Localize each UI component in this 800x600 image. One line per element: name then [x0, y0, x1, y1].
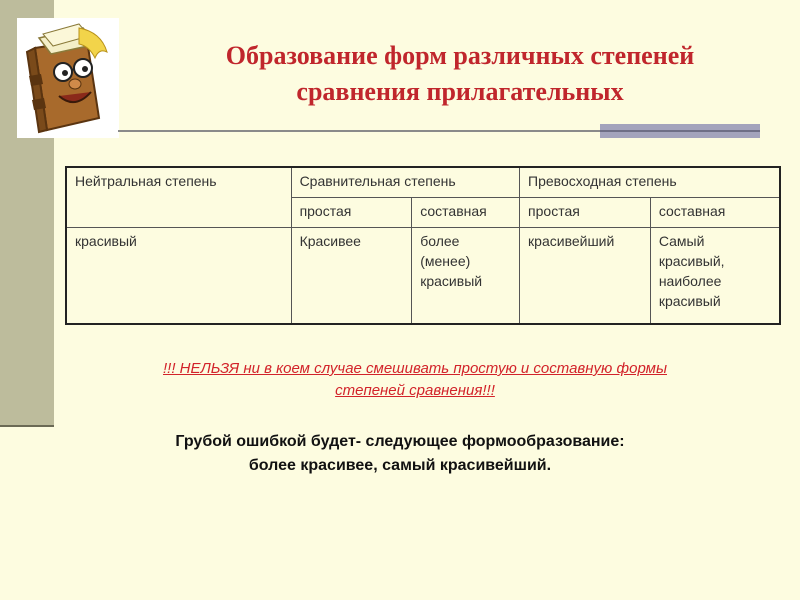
- degrees-table: [65, 166, 781, 325]
- book-character-icon: [17, 18, 119, 138]
- subheader-comparative-compound: составная: [412, 198, 520, 228]
- table-header-row: [66, 167, 780, 198]
- warning-line-1: !!! НЕЛЬЗЯ ни в коем случае смешивать простую и составную формы: [163, 360, 667, 377]
- title-underline-accent: [600, 124, 760, 138]
- error-note: [60, 430, 740, 478]
- header-superlative: Превосходная степень: [520, 167, 780, 198]
- header-neutral: Нейтральная степень: [66, 167, 291, 228]
- cell-line: красивый,: [658, 253, 725, 269]
- cell-line: красивый: [420, 273, 483, 289]
- cell-neutral: красивый: [66, 228, 291, 325]
- cell-line: наиболее: [658, 273, 722, 289]
- page-title-line-1: Образование форм различных степеней: [225, 41, 695, 70]
- header-comparative: Сравнительная степень: [291, 167, 519, 198]
- cell-line: Самый: [658, 233, 705, 249]
- error-note-line-1: Грубой ошибкой будет- следующее формообразование:: [175, 433, 625, 450]
- cell-line: красивый: [658, 293, 721, 309]
- cell-line: (менее): [420, 253, 471, 269]
- table-row: [66, 228, 780, 325]
- side-stripe-divider: [0, 425, 54, 427]
- page-title-line-2: сравнения прилагательных: [296, 77, 624, 106]
- subheader-comparative-simple: простая: [291, 198, 412, 228]
- subheader-superlative-simple: простая: [520, 198, 651, 228]
- cell-superlative-simple: красивейший: [520, 228, 651, 325]
- warning-text: [60, 358, 770, 402]
- subheader-superlative-compound: составная: [650, 198, 780, 228]
- page-title: [130, 38, 790, 110]
- cell-line: более: [420, 233, 460, 249]
- warning-line-2: степеней сравнения!!!: [335, 382, 495, 399]
- cell-comparative-simple: Красивее: [291, 228, 412, 325]
- cell-comparative-compound: [412, 228, 520, 325]
- cell-superlative-compound: [650, 228, 780, 325]
- error-note-line-2: более красивее, самый красивейший.: [248, 457, 552, 474]
